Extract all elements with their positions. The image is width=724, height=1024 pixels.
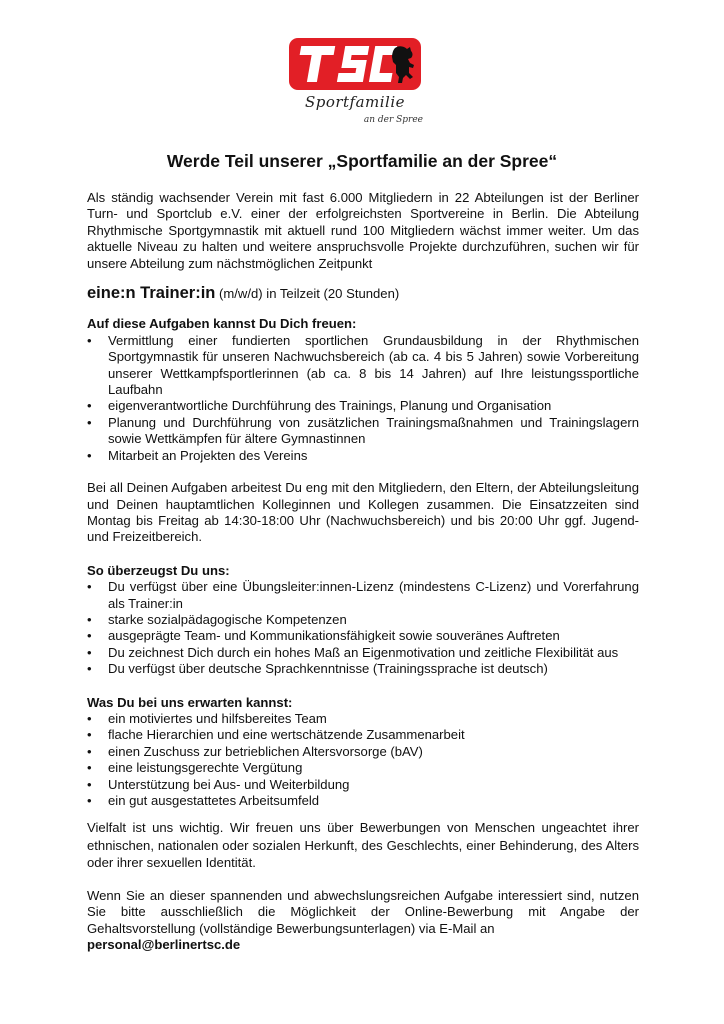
list-item: • Planung und Durchführung von zusätzlichen Trainingsmaßnahmen und Trainingslagern sowie Wettkämpfen für ältere Gymnastinnen — [87, 415, 639, 448]
list-item: • starke sozialpädagogische Kompetenzen — [87, 612, 639, 628]
job-details: (m/w/d) in Teilzeit (20 Stunden) — [219, 286, 400, 302]
job-title: eine:n Trainer:in — [87, 284, 216, 303]
posting-body — [87, 190, 639, 954]
tsc-logo-mark — [287, 36, 423, 92]
list-item: • Du zeichnest Dich durch ein hohes Maß an Eigenmotivation und zeitliche Flexibilität aus — [87, 645, 639, 661]
list-item: • Du verfügst über eine Übungsleiter:innen-Lizenz (mindestens C-Lizenz) und Vorerfahrung als Trainer:in — [87, 579, 639, 612]
apply-text: Wenn Sie an dieser spannenden und abwechslungsreichen Aufgabe interessiert sind, nutzen Sie bitte ausschließlich die Möglichkeit der Online-Bewerbung mit Angabe der Gehaltsvorstellung (vollständige Bewerbungsunterlagen) via E-Mail an — [87, 887, 639, 936]
requirements-list — [87, 579, 639, 677]
benefits-heading: Was Du bei uns erwarten kannst: — [87, 694, 293, 710]
list-item: • Vermittlung einer fundierten sportlichen Grundausbildung in der Rhythmischen Sportgymnastik für unseren Nachwuchsbereich (ab ca. 4 bis 5 Jahren) sowie Vorbereitung unserer Wettkampfsportlerinnen (ab ca. 8 bis 14 Jahren) auf Ihre leistungssportliche Laufbahn — [87, 333, 639, 399]
list-item: • Mitarbeit an Projekten des Vereins — [87, 448, 639, 464]
intro-paragraph: Als ständig wachsender Verein mit fast 6.000 Mitgliedern in 22 Abteilungen ist der Berliner Turn- und Sportclub e.V. einer der erfolgreichsten Sportvereine in Berlin. Die Abteilung Rhythmische Sportgymnastik mit aktuell rund 100 Mitgliedern wächst immer weiter. Um das aktuelle Niveau zu halten und weitere anspruchsvolle Projekte durchzuführen, suchen wir für unsere Abteilung zum nächstmöglichen Zeitpunkt — [87, 190, 639, 271]
collaboration-paragraph: Bei all Deinen Aufgaben arbeitest Du eng mit den Mitgliedern, den Eltern, der Abteilungsleitung und Deinen hauptamtlichen Kolleginnen und Kollegen zusammen. Die Einsatzzeiten sind Montag bis Freitag ab 14:30-18:00 Uhr (Nachwuchsbereich) und bis 20:00 Uhr ggf. Jugend- und Freizeitbereich. — [87, 480, 639, 545]
tsc-logo — [287, 36, 423, 128]
logo-tagline-sub: an der Spree — [363, 115, 423, 125]
diversity-paragraph: Vielfalt ist uns wichtig. Wir freuen uns über Bewerbungen von Menschen ungeachtet ihrer ethnischen, nationalen oder sozialen Herkunft, des Geschlechts, einer Behinderung, des Alters oder ihrer sexuellen Identität. — [87, 820, 639, 871]
list-item: • eine leistungsgerechte Vergütung — [87, 760, 639, 776]
list-item: • ein motiviertes und hilfsbereites Team — [87, 711, 639, 727]
list-item: • ausgeprägte Team- und Kommunikationsfähigkeit sowie souveränes Auftreten — [87, 628, 639, 644]
apply-paragraph — [87, 888, 639, 954]
application-email-link[interactable]: personal@berlinertsc.de — [87, 937, 241, 953]
logo-tagline: Sportfamilie — [304, 93, 406, 111]
benefits-list — [87, 711, 639, 809]
tasks-heading: Auf diese Aufgaben kannst Du Dich freuen: — [87, 316, 357, 332]
tasks-list — [87, 333, 639, 464]
list-item: • flache Hierarchien und eine wertschätzende Zusammenarbeit — [87, 727, 639, 743]
list-item: • Du verfügst über deutsche Sprachkenntnisse (Trainingssprache ist deutsch) — [87, 661, 639, 677]
list-item: • Unterstützung bei Aus- und Weiterbildung — [87, 777, 639, 793]
list-item: • ein gut ausgestattetes Arbeitsumfeld — [87, 793, 639, 809]
job-title-line — [87, 285, 639, 302]
requirements-heading: So überzeugst Du uns: — [87, 562, 230, 578]
list-item: • einen Zuschuss zur betrieblichen Altersvorsorge (bAV) — [87, 744, 639, 760]
list-item: • eigenverantwortliche Durchführung des Trainings, Planung und Organisation — [87, 398, 639, 414]
page-headline: Werde Teil unserer „Sportfamilie an der Spree“ — [166, 151, 558, 171]
